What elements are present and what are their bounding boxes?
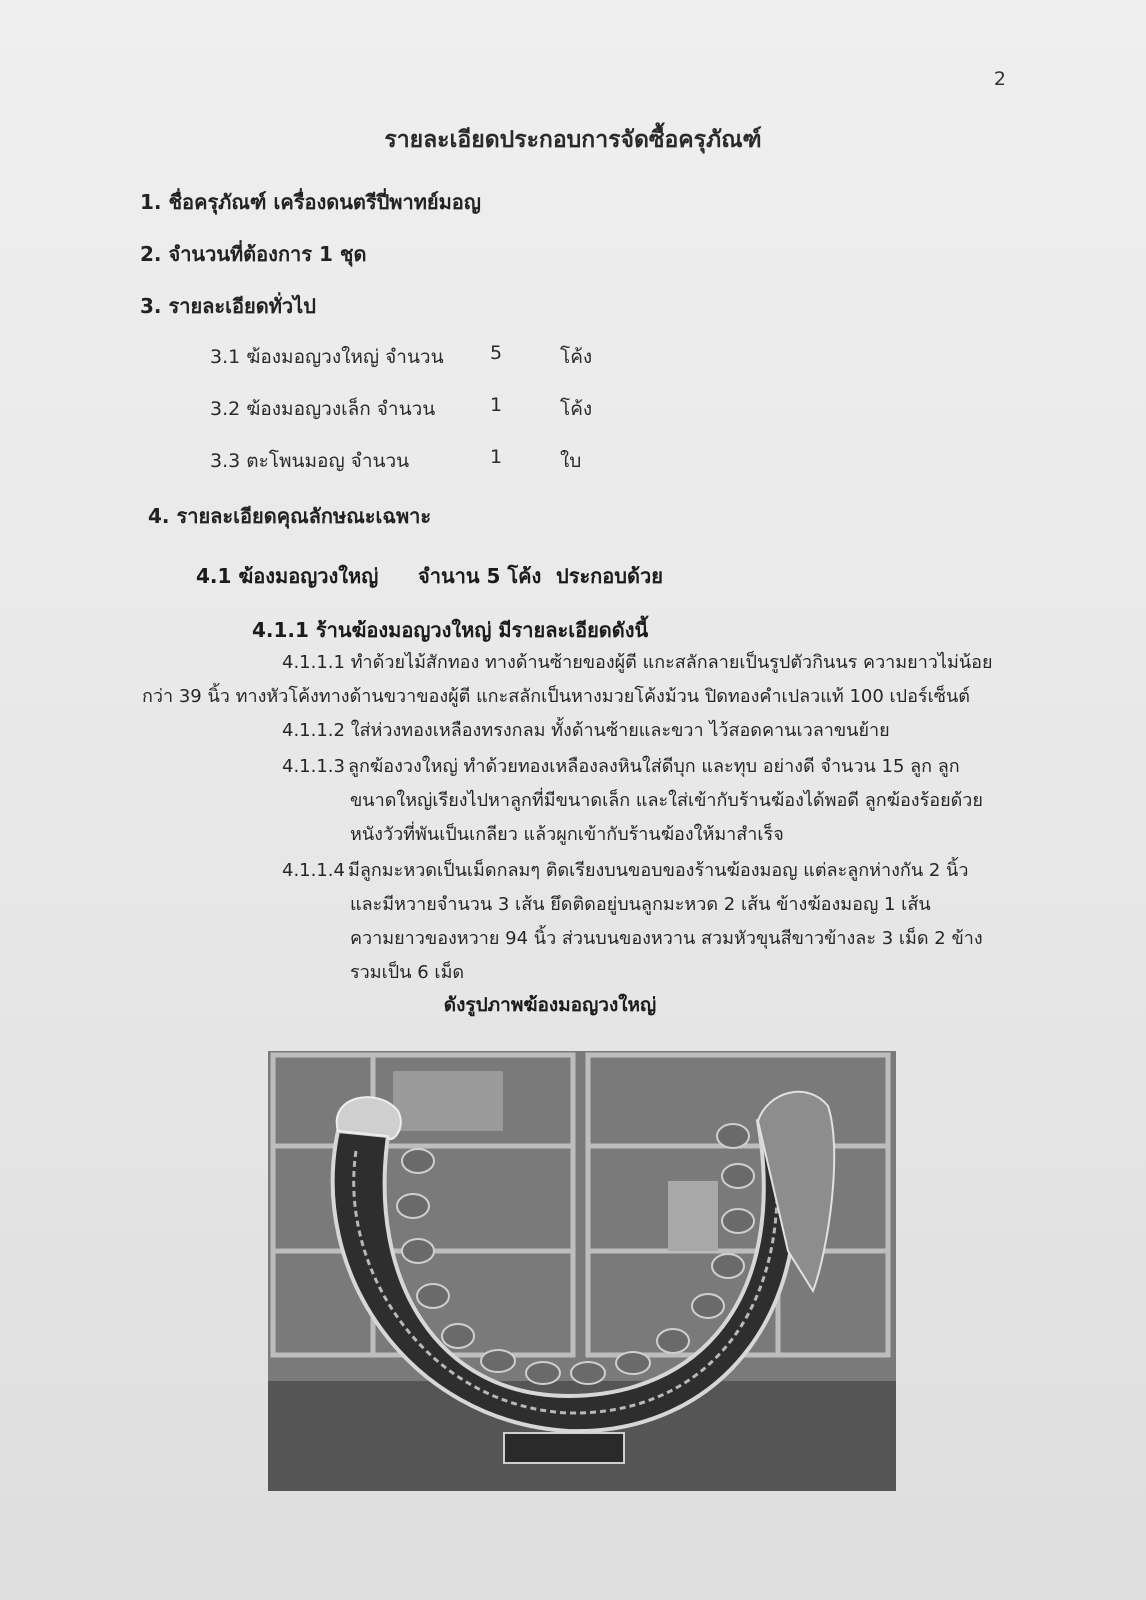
- item-qty: 1: [490, 446, 503, 468]
- khong-mon-photo: [268, 1051, 896, 1491]
- spec-4-1-1-1-line2: กว่า 39 นิ้ว ทางหัวโค้งทางด้านขวาของผู้ตี แกะสลักเป็นหางมวยโค้งม้วน ปิดทองคำเปลวแท้ 100 เปอร์เซ็นต์: [142, 686, 970, 707]
- spec-4-1-1-3-line3: หนังวัวที่พันเป็นเกลียว แล้วผูกเข้ากับร้านฆ้องให้มาสำเร็จ: [350, 824, 784, 845]
- general-item: [210, 446, 630, 476]
- item-unit: โค้ง: [560, 346, 593, 368]
- item-label: 3.1 ฆ้องมอญวงใหญ่ จำนวน: [210, 346, 444, 368]
- spec-4-1-1-1-line1: 4.1.1.1 ทำด้วยไม้สักทอง ทางด้านซ้ายของผู้ตี แกะสลักลายเป็นรูปตัวกินนร ความยาวไม่น้อย: [282, 652, 993, 673]
- spec-4-1-1-3-number: 4.1.1.3: [282, 756, 345, 777]
- spec-4-1-suffix: ประกอบด้วย: [556, 564, 663, 588]
- item-unit: ใบ: [560, 450, 582, 472]
- figure-caption: ดังรูปภาพฆ้องมอญวงใหญ่: [443, 994, 657, 1016]
- spec-4-1-1-heading: 4.1.1 ร้านฆ้องมอญวงใหญ่ มีรายละเอียดดังนี้: [252, 618, 649, 642]
- general-item: [210, 394, 630, 424]
- spec-4-1-1-4-number: 4.1.1.4: [282, 860, 345, 881]
- page-number: 2: [993, 68, 1006, 90]
- section-2-heading: 2. จำนวนที่ต้องการ 1 ชุด: [140, 242, 367, 266]
- item-qty: 1: [490, 394, 503, 416]
- section-3-heading: 3. รายละเอียดทั่วไป: [140, 294, 316, 318]
- spec-4-1-1-2: 4.1.1.2 ใส่ห่วงทองเหลืองทรงกลม ทั้งด้านซ้ายและขวา ไว้สอดคานเวลาขนย้าย: [282, 720, 890, 741]
- spec-4-1-1-4-line3: ความยาวของหวาย 94 นิ้ว ส่วนบนของหวาน สวมหัวขุนสีขาวข้างละ 3 เม็ด 2 ข้าง: [350, 928, 983, 949]
- spec-4-1-1-4-line1: มีลูกมะหวดเป็นเม็ดกลมๆ ติดเรียงบนขอบของร้านฆ้องมอญ แต่ละลูกห่างกัน 2 นิ้ว: [348, 860, 969, 881]
- spec-4-1-1-4-line4: รวมเป็น 6 เม็ด: [350, 962, 465, 983]
- item-qty: 5: [490, 342, 503, 364]
- item-unit: โค้ง: [560, 398, 593, 420]
- spec-4-1-1-4-line2: และมีหวายจำนวน 3 เส้น ยึดติดอยู่บนลูกมะหวด 2 เส้น ข้างฆ้องมอญ 1 เส้น: [350, 894, 931, 915]
- document-title: รายละเอียดประกอบการจัดซื้อครุภัณฑ์: [384, 127, 762, 153]
- section-4-heading: 4. รายละเอียดคุณลักษณะเฉพาะ: [148, 504, 432, 528]
- spec-4-1-heading: 4.1 ฆ้องมอญวงใหญ่: [196, 564, 379, 588]
- general-item: [210, 342, 630, 372]
- item-label: 3.3 ตะโพนมอญ จำนวน: [210, 450, 410, 472]
- section-1-heading: 1. ชื่อครุภัณฑ์ เครื่องดนตรีปี่พาทย์มอญ: [140, 190, 481, 214]
- spec-4-1-1-3-line1: ลูกฆ้องวงใหญ่ ทำด้วยทองเหลืองลงหินใส่ดีบุก และทุบ อย่างดี จำนวน 15 ลูก ลูก: [348, 756, 960, 777]
- spec-4-1-1-3-line2: ขนาดใหญ่เรียงไปหาลูกที่มีขนาดเล็ก และใส่เข้ากับร้านฆ้องได้พอดี ลูกฆ้องร้อยด้วย: [350, 790, 983, 811]
- spec-4-1-qty: จำนาน 5 โค้ง: [418, 564, 542, 588]
- item-label: 3.2 ฆ้องมอญวงเล็ก จำนวน: [210, 398, 436, 420]
